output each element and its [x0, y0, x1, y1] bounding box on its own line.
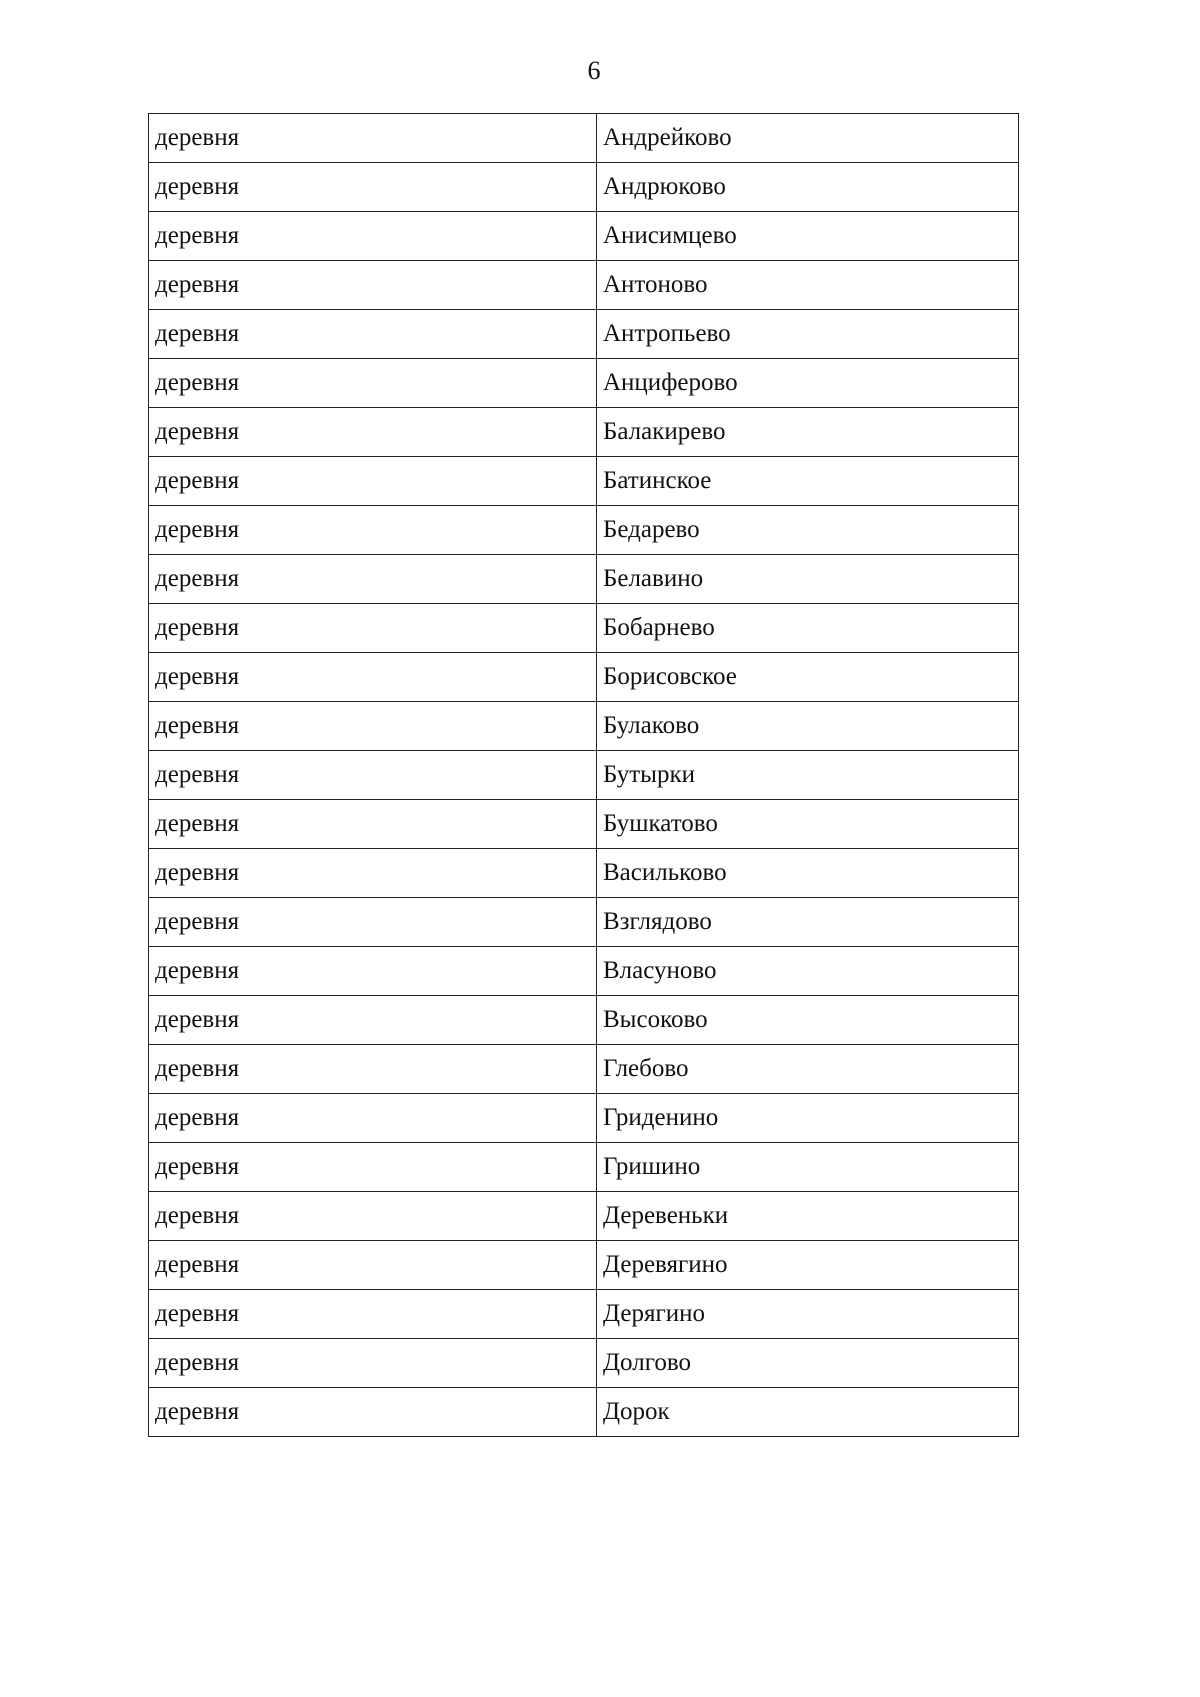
settlement-type-cell: деревня	[149, 1094, 597, 1143]
settlement-name-cell: Глебово	[597, 1045, 1019, 1094]
settlement-name-cell: Бобарнево	[597, 604, 1019, 653]
settlement-type-cell: деревня	[149, 653, 597, 702]
table-row	[149, 114, 1019, 163]
settlement-type-cell: деревня	[149, 359, 597, 408]
table-row	[149, 359, 1019, 408]
table-row	[149, 1094, 1019, 1143]
settlement-name-cell: Анисимцево	[597, 212, 1019, 261]
settlement-type-cell: деревня	[149, 261, 597, 310]
settlement-type-cell: деревня	[149, 408, 597, 457]
settlement-type-cell: деревня	[149, 114, 597, 163]
settlements-table	[148, 113, 1019, 1437]
table-row	[149, 996, 1019, 1045]
table-row	[149, 898, 1019, 947]
settlement-name-cell: Белавино	[597, 555, 1019, 604]
table-row	[149, 849, 1019, 898]
table-row	[149, 751, 1019, 800]
page-number: 6	[587, 56, 601, 85]
settlement-type-cell: деревня	[149, 212, 597, 261]
settlement-type-cell: деревня	[149, 1339, 597, 1388]
settlement-type-cell: деревня	[149, 702, 597, 751]
settlement-type-cell: деревня	[149, 457, 597, 506]
table-row	[149, 163, 1019, 212]
settlement-name-cell: Борисовское	[597, 653, 1019, 702]
settlement-type-cell: деревня	[149, 751, 597, 800]
settlement-type-cell: деревня	[149, 506, 597, 555]
table-row	[149, 1192, 1019, 1241]
table-row	[149, 261, 1019, 310]
table-row	[149, 702, 1019, 751]
settlement-type-cell: деревня	[149, 555, 597, 604]
table-row	[149, 653, 1019, 702]
table-row	[149, 1045, 1019, 1094]
table-row	[149, 1290, 1019, 1339]
table-row	[149, 1241, 1019, 1290]
settlement-name-cell: Бедарево	[597, 506, 1019, 555]
table-row	[149, 310, 1019, 359]
settlement-name-cell: Дорок	[597, 1388, 1019, 1437]
settlement-type-cell: деревня	[149, 996, 597, 1045]
settlement-name-cell: Анциферово	[597, 359, 1019, 408]
settlement-name-cell: Взглядово	[597, 898, 1019, 947]
table-row	[149, 212, 1019, 261]
settlement-type-cell: деревня	[149, 1143, 597, 1192]
settlement-name-cell: Булаково	[597, 702, 1019, 751]
table-row	[149, 408, 1019, 457]
settlement-type-cell: деревня	[149, 1192, 597, 1241]
settlement-name-cell: Васильково	[597, 849, 1019, 898]
settlement-type-cell: деревня	[149, 849, 597, 898]
table-row	[149, 555, 1019, 604]
settlement-type-cell: деревня	[149, 604, 597, 653]
table-row	[149, 800, 1019, 849]
settlement-name-cell: Балакирево	[597, 408, 1019, 457]
settlement-name-cell: Антропьево	[597, 310, 1019, 359]
settlement-name-cell: Батинское	[597, 457, 1019, 506]
settlement-name-cell: Долгово	[597, 1339, 1019, 1388]
settlement-name-cell: Гришино	[597, 1143, 1019, 1192]
settlement-name-cell: Бутырки	[597, 751, 1019, 800]
settlement-name-cell: Бушкатово	[597, 800, 1019, 849]
settlement-name-cell: Высоково	[597, 996, 1019, 1045]
table-body	[149, 114, 1019, 1437]
table-row	[149, 457, 1019, 506]
table-row	[149, 506, 1019, 555]
settlement-type-cell: деревня	[149, 947, 597, 996]
settlement-type-cell: деревня	[149, 1241, 597, 1290]
settlement-type-cell: деревня	[149, 1388, 597, 1437]
settlement-name-cell: Деревягино	[597, 1241, 1019, 1290]
settlement-name-cell: Дерягино	[597, 1290, 1019, 1339]
settlement-type-cell: деревня	[149, 898, 597, 947]
table-row	[149, 947, 1019, 996]
settlement-name-cell: Антоново	[597, 261, 1019, 310]
settlement-name-cell: Гриденино	[597, 1094, 1019, 1143]
settlement-type-cell: деревня	[149, 310, 597, 359]
settlement-name-cell: Деревеньки	[597, 1192, 1019, 1241]
settlement-type-cell: деревня	[149, 1290, 597, 1339]
settlement-type-cell: деревня	[149, 1045, 597, 1094]
table-row	[149, 1339, 1019, 1388]
settlement-name-cell: Власуново	[597, 947, 1019, 996]
table-row	[149, 604, 1019, 653]
settlement-name-cell: Андрюково	[597, 163, 1019, 212]
settlement-type-cell: деревня	[149, 163, 597, 212]
table-row	[149, 1388, 1019, 1437]
settlement-type-cell: деревня	[149, 800, 597, 849]
settlement-name-cell: Андрейково	[597, 114, 1019, 163]
table-row	[149, 1143, 1019, 1192]
